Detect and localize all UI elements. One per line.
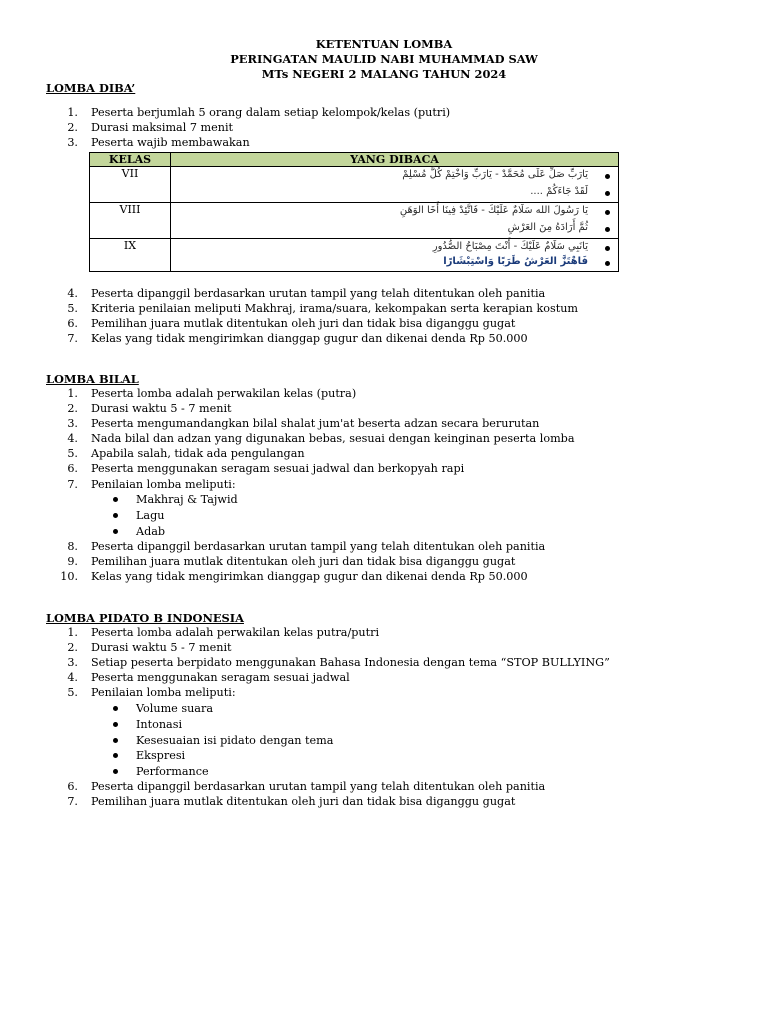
- table-row: [90, 167, 619, 203]
- arabic-text: ثُمَّ أَرَادَهُ مِنَ العَرْشِ: [507, 222, 588, 233]
- arabic-text: فَاهْتَزَّ العَرْشُ طَرَبًا وَاسْتِبْشَارًا: [443, 256, 588, 267]
- reading-table: [89, 152, 619, 272]
- table-cell-kelas: IX: [90, 239, 171, 272]
- doc-title-line3: MTs NEGERI 2 MALANG TAHUN 2024: [261, 67, 507, 81]
- table-cell-kelas: VIII: [90, 203, 171, 239]
- doc-title-line1: KETENTUAN LOMBA: [315, 37, 453, 51]
- arabic-text: يَانَبِي سَلَامٌ عَلَيْكَ - أَنْتَ مِصْبَاحُ الصُّدُورِ: [432, 241, 588, 252]
- arabic-text: يَا رَسُولَ الله سَلَامٌ عَلَيْكَ - فَاتَّئِدْ فِينَا أَخَا الوَهَنِ: [399, 205, 588, 216]
- bullet-icon: [605, 174, 610, 179]
- section-heading-pidato: LOMBA PIDATO B INDONESIA: [46, 611, 244, 625]
- table-row: [90, 203, 619, 239]
- document-page: KETENTUAN LOMBA PERINGATAN MAULID NABI MUHAMMAD SAW MTs NEGERI 2 MALANG TAHUN 2024 LOMBA DIBA’ 1. Peserta berjumlah 5 orang dalam setiap kelompok/kelas (putri) 2. Durasi maksimal 7 menit 3. Peserta wajib membawakan KELAS YANG DIBACA VII يَارَبِّ صَلِّ عَلَى مُحَمَّدْ - يَارَبِّ وَاخْتِمْ كُلَّ مُسْلِمْ لَقَدْ جَاءَكُمْ .... VIII يَا رَسُولَ الله سَلَامٌ عَلَيْكَ - فَاتَّئِدْ فِينَا أَخَا الوَهَنِ ثُمَّ أَرَادَهُ مِنَ العَرْشِ IX يَانَبِي سَلَامٌ عَلَيْكَ - أَنْتَ مِصْبَاحُ الصُّدُورِ فَاهْتَزَّ العَرْشُ طَرَبًا وَاسْتِبْشَارًا 4. Peserta dipanggil berdasarkan urutan tampil yang telah ditentukan oleh panitia 5. Kriteria penilaian meliputi Makhraj, irama/suara, kekompakan serta kerapian kostum 6. Pemilihan juara mutlak ditentukan oleh juri dan tidak bisa diganggu gugat 7. Kelas yang tidak mengirimkan dianggap gugur dan dikenai denda Rp 50.000 LOMBA BILAL 1. Peserta lomba adalah perwakilan kelas (putra) 2. Durasi waktu 5 - 7 menit 3. Peserta mengumandangkan bilal shalat jum'at beserta adzan secara berurutan 4. Nada bilal dan adzan yang digunakan bebas, sesuai dengan keinginan peserta lomba 5. Apabila salah, tidak ada pengulangan 6. Peserta menggunakan seragam sesuai jadwal dan berkopyah rapi 7. Penilaian lomba meliputi: Makhraj & Tajwid Lagu Adab 8. Peserta dipanggil berdasarkan urutan tampil yang telah ditentukan oleh panitia 9. Pemilihan juara mutlak ditentukan oleh juri dan tidak bisa diganggu gugat 10. Kelas yang tidak mengirimkan dianggap gugur dan dikenai denda Rp 50.000 LOMBA PIDATO B INDONESIA 1. Peserta lomba adalah perwakilan kelas putra/putri 2. Durasi waktu 5 - 7 menit 3. Setiap peserta berpidato menggunakan Bahasa Indonesia dengan tema “STOP BULLYING” 4. Peserta menggunakan seragam sesuai jadwal 5. Penilaian lomba meliputi: Volume suara Intonasi Kesesuaian isi pidato dengan tema Ekspresi Performance 6. Peserta dipanggil berdasarkan urutan tampil yang telah ditentukan oleh panitia 7. Pemilihan juara mutlak ditentukan oleh juri dan tidak bisa diganggu gugat: [0, 0, 768, 1024]
- bullet-icon: [113, 529, 118, 534]
- arabic-text: يَارَبِّ صَلِّ عَلَى مُحَمَّدْ - يَارَبِّ وَاخْتِمْ كُلَّ مُسْلِمْ: [402, 169, 588, 180]
- bullet-icon: [605, 246, 610, 251]
- bullet-icon: [113, 738, 118, 743]
- table-row: [90, 239, 619, 272]
- arabic-text: لَقَدْ جَاءَكُمْ ....: [530, 186, 588, 197]
- bullet-icon: [605, 261, 610, 266]
- bullet-icon: [113, 706, 118, 711]
- bullet-icon: [605, 191, 610, 196]
- table-cell-arabic: [171, 167, 619, 203]
- bullet-icon: [605, 227, 610, 232]
- bullet-icon: [113, 769, 118, 774]
- bullet-icon: [605, 210, 610, 215]
- bullet-icon: [113, 722, 118, 727]
- bullet-icon: [113, 753, 118, 758]
- section-heading-diba: LOMBA DIBA’: [46, 81, 136, 95]
- bullet-icon: [113, 513, 118, 518]
- table-cell-arabic: [171, 239, 619, 272]
- section-heading-bilal: LOMBA BILAL: [46, 372, 139, 386]
- doc-title-line2: PERINGATAN MAULID NABI MUHAMMAD SAW: [230, 52, 538, 66]
- column-header-kelas: KELAS: [90, 153, 171, 167]
- column-header-dibaca: YANG DIBACA: [171, 153, 619, 167]
- table-cell-arabic: [171, 203, 619, 239]
- bullet-icon: [113, 497, 118, 502]
- table-cell-kelas: VII: [90, 167, 171, 203]
